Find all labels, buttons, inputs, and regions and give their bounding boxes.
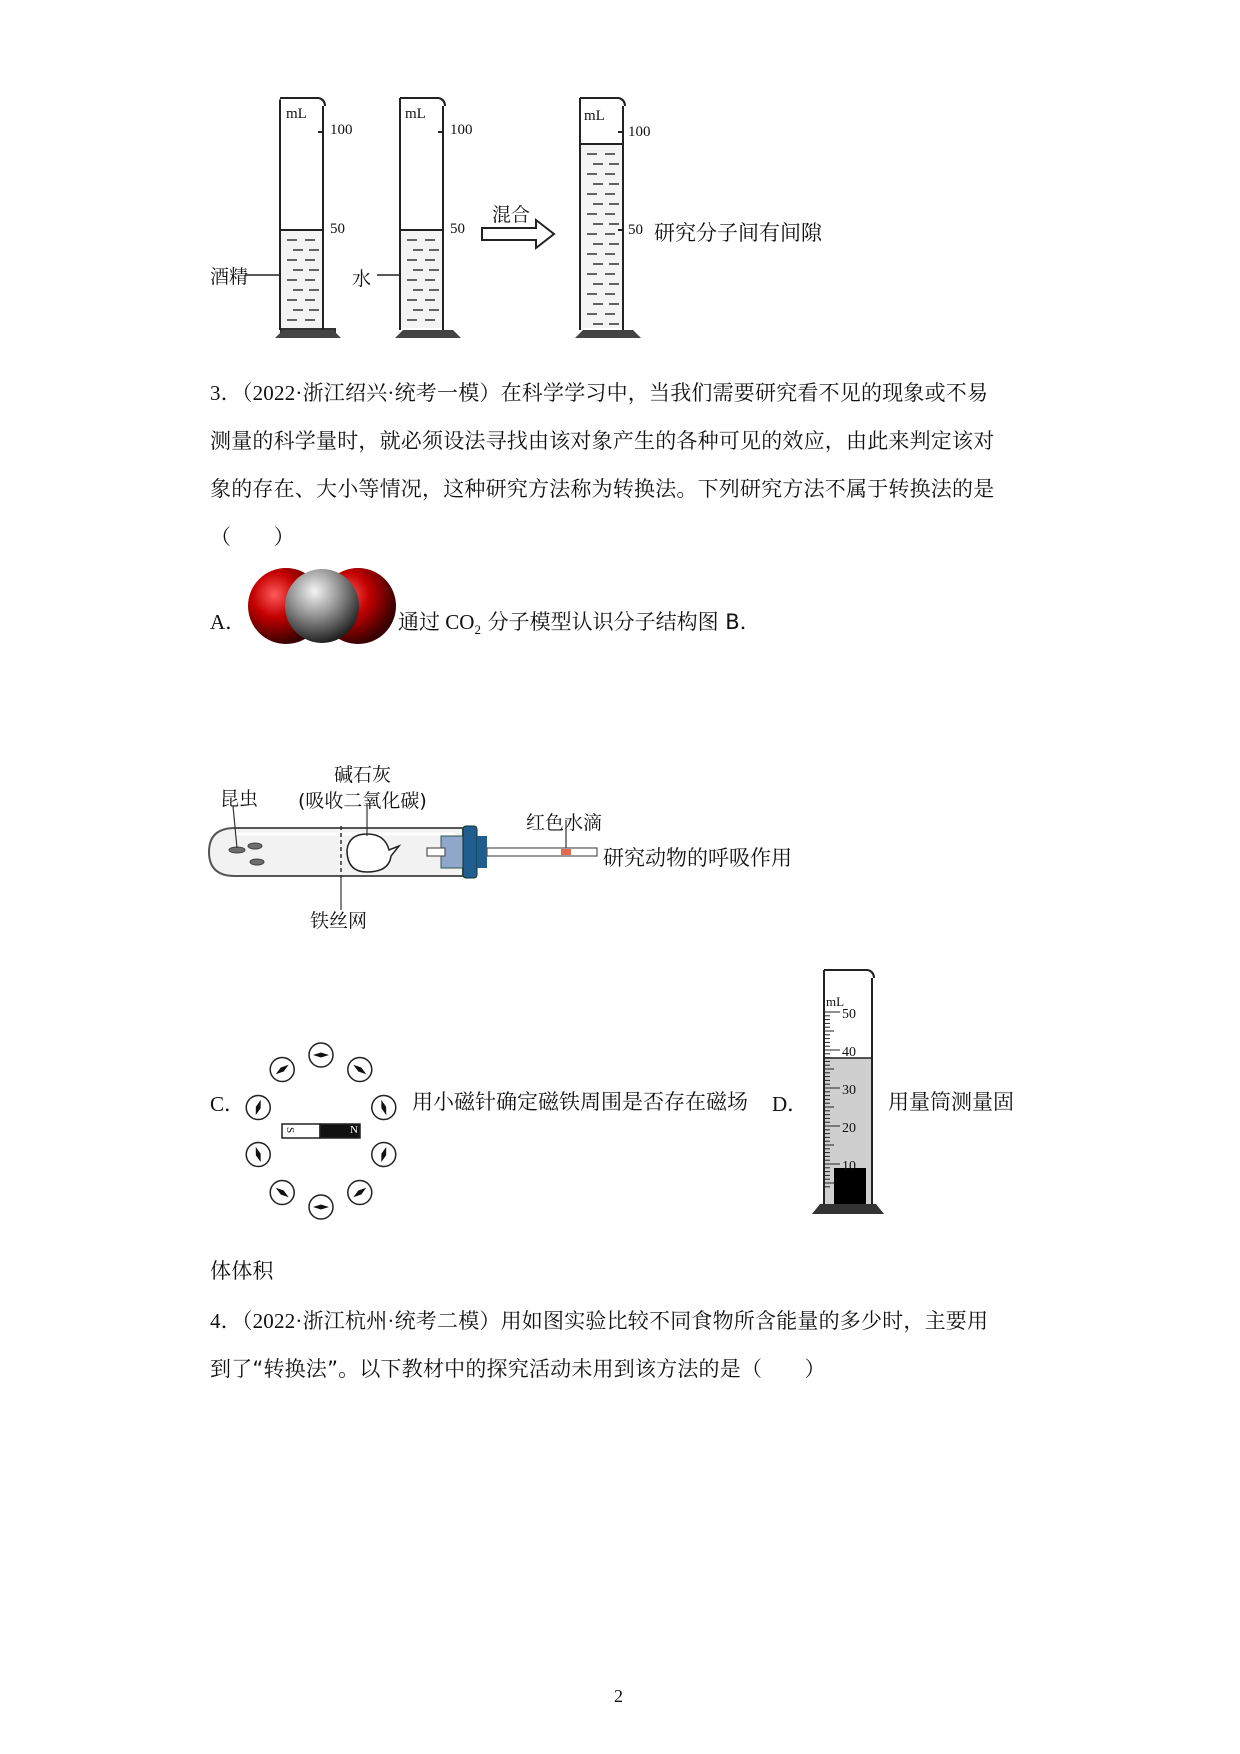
page-number: 2 (614, 1686, 623, 1706)
cyl3-tick-50: 50 (628, 222, 643, 238)
d-tick-30: 30 (842, 1083, 856, 1098)
compass-magnet-diagram (236, 1040, 406, 1220)
compass-icon (309, 1043, 333, 1067)
compass-icon (372, 1096, 396, 1120)
d-tick-20: 20 (842, 1121, 856, 1136)
q4-text1: 用如图实验比较不同食物所含能量的多少时，主要用 (500, 1309, 989, 1333)
compass-icon (372, 1142, 396, 1166)
option-a-letter: A． (210, 610, 247, 634)
option-d-caption-cont: 体体积 (210, 1259, 274, 1283)
label-insect: 昆虫 (220, 788, 259, 810)
q4-number: 4． (210, 1309, 242, 1333)
d-tick-10: 10 (842, 1159, 856, 1174)
label-wire-mesh: 铁丝网 (310, 910, 368, 932)
option-a-caption: 通过 $CO_2$ 分子模型认识分子结构图 B． (398, 610, 761, 638)
compass-icon (270, 1180, 294, 1204)
compass-icon (309, 1195, 333, 1219)
q3-line2: 测量的科学量时，就必须设法寻找由该对象产生的各种可见的效应，由此来判定该对 (210, 429, 995, 453)
d-unit: mL (826, 994, 845, 1009)
q4-line2: 到了“转换法”。以下教材中的探究活动未用到该方法的是（ ） (210, 1357, 826, 1381)
label-soda-lime-note: (吸收二氧化碳) (298, 790, 427, 812)
caption-molecule-gap: 研究分子间有间隙 (654, 221, 822, 245)
q3-source: （2022·浙江绍兴·统考一模） (241, 381, 501, 405)
compass-icon (348, 1058, 372, 1082)
cyl1-unit: mL (286, 106, 307, 122)
label-soda-lime: 碱石灰 (334, 764, 392, 786)
cyl1-tick-50: 50 (330, 221, 345, 237)
magnet-s-pole: S (284, 1126, 297, 1134)
label-red-drop: 红色水滴 (526, 812, 603, 834)
cyl3-unit: mL (584, 108, 605, 124)
d-tick-40: 40 (842, 1045, 856, 1060)
q4-source: （2022·浙江杭州·统考二模） (241, 1309, 501, 1333)
respiration-apparatus (205, 800, 605, 905)
compass-icon (270, 1058, 294, 1082)
compass-icon (246, 1142, 270, 1166)
magnet-n-pole: N (350, 1124, 358, 1136)
co2-molecule-model (246, 566, 398, 646)
label-mix: 混合 (492, 204, 531, 226)
q3-line3: 象的存在、大小等情况，这种研究方法称为转换法。下列研究方法不属于转换法的是 (210, 477, 995, 501)
q3-text1: 在科学学习中，当我们需要研究看不见的现象或不易 (500, 381, 989, 405)
q3-number: 3． (210, 381, 242, 405)
q3-line1 (210, 378, 988, 408)
q3-answer-blank: （ ） (210, 525, 295, 549)
arrow-right-icon (480, 218, 556, 250)
cyl3-tick-100: 100 (628, 124, 651, 140)
compass-icon (348, 1180, 372, 1204)
cyl2-tick-50: 50 (450, 221, 465, 237)
q4-line1 (210, 1306, 988, 1336)
option-d-letter: D． (772, 1092, 809, 1116)
cyl2-unit: mL (405, 106, 426, 122)
label-alcohol: 酒精 (210, 266, 249, 288)
cyl2-tick-100: 100 (450, 122, 473, 138)
option-c-caption: 用小磁针确定磁铁周围是否存在磁场 (412, 1090, 748, 1114)
compass-icon (246, 1096, 270, 1120)
d-tick-50: 50 (842, 1007, 856, 1022)
option-d-caption: 用量筒测量固 (888, 1090, 1014, 1114)
option-c-letter: C． (210, 1092, 246, 1116)
cyl1-tick-100: 100 (330, 122, 353, 138)
option-b-caption: 研究动物的呼吸作用 (603, 846, 792, 870)
label-water: 水 (352, 268, 372, 290)
